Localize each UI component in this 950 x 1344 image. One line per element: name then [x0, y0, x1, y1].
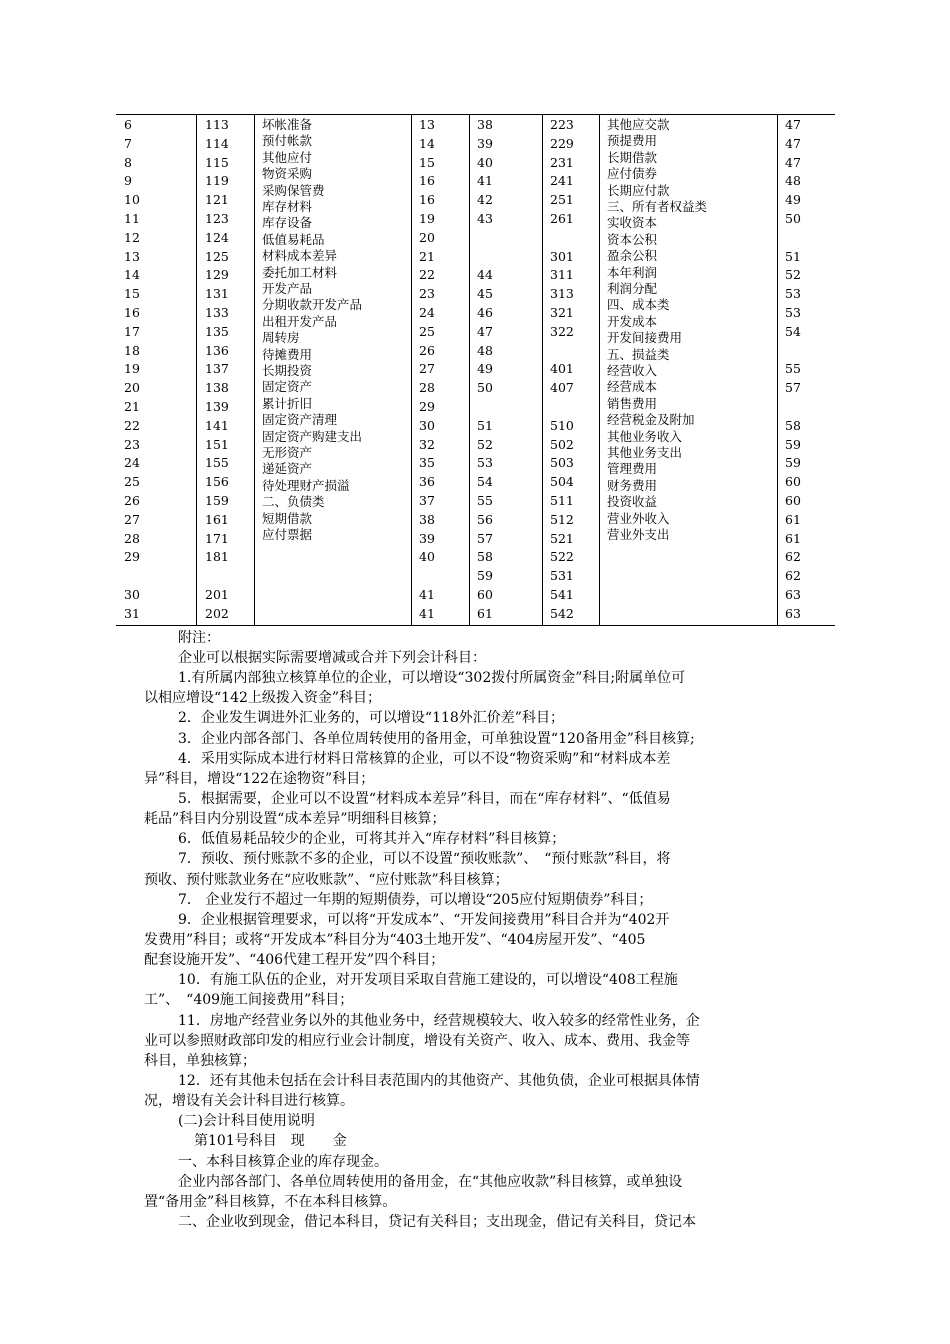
table-cell: 511	[550, 493, 574, 508]
table-cell: 151	[205, 437, 229, 452]
table-cell: 26	[419, 343, 435, 358]
table-cell: 124	[205, 230, 229, 245]
notes-line: 2．企业发生调进外汇业务的，可以增设“118外汇价差”科目；	[178, 710, 564, 726]
table-cell: 53	[785, 305, 801, 320]
table-cell: 36	[419, 474, 435, 489]
table-cell: 12	[124, 230, 140, 245]
table-cell: 其他业务支出	[607, 445, 683, 460]
table-cell: 材料成本差异	[262, 248, 338, 263]
table-cell: 47	[785, 136, 801, 151]
table-cell: 37	[419, 493, 435, 508]
table-cell: 113	[205, 117, 229, 132]
table-divider	[599, 115, 600, 625]
notes-line: (二)会计科目使用说明	[178, 1113, 315, 1129]
table-cell: 物资采购	[262, 166, 313, 181]
table-cell: 固定资产清理	[262, 412, 338, 427]
table-cell: 41	[419, 606, 435, 621]
table-cell: 6	[124, 117, 132, 132]
table-cell: 59	[785, 437, 801, 452]
table-cell: 27	[419, 361, 435, 376]
table-cell: 503	[550, 455, 574, 470]
notes-line: 二、企业收到现金，借记本科目，贷记有关科目；支出现金，借记有关科目，贷记本	[178, 1214, 696, 1230]
table-cell: 预提费用	[607, 133, 658, 148]
notes-line: 配套设施开发”、“406代建工程开发”四个科目；	[144, 952, 445, 968]
table-cell: 16	[124, 305, 140, 320]
table-cell: 52	[477, 437, 493, 452]
table-cell: 531	[550, 568, 574, 583]
table-cell: 其他应付	[262, 150, 313, 165]
table-cell: 资本公积	[607, 232, 658, 247]
table-cell: 139	[205, 399, 229, 414]
table-cell: 应付债券	[607, 166, 658, 181]
table-cell: 14	[419, 136, 435, 151]
table-cell: 156	[205, 474, 229, 489]
table-cell: 财务费用	[607, 478, 658, 493]
table-cell: 长期投资	[262, 363, 313, 378]
table-cell: 24	[124, 455, 140, 470]
table-cell: 固定资产	[262, 379, 313, 394]
table-cell: 39	[477, 136, 493, 151]
table-cell: 采购保管费	[262, 183, 325, 198]
notes-line: 企业内部各部门、各单位周转使用的备用金，在“其他应收款”科目核算，或单独设	[178, 1174, 683, 1190]
table-cell: 55	[785, 361, 801, 376]
table-cell: 57	[785, 380, 801, 395]
table-cell: 40	[477, 155, 493, 170]
table-cell: 13	[419, 117, 435, 132]
table-cell: 133	[205, 305, 229, 320]
table-cell: 短期借款	[262, 511, 313, 526]
table-cell: 19	[124, 361, 140, 376]
table-cell: 开发成本	[607, 314, 658, 329]
notes-line: 11．房地产经营业务以外的其他业务中，经营规模较大、收入较多的经常性业务，企	[178, 1013, 700, 1029]
table-cell: 17	[124, 324, 140, 339]
table-cell: 坏帐准备	[262, 117, 313, 132]
table-cell: 其他业务收入	[607, 429, 683, 444]
table-cell: 分期收款开发产品	[262, 297, 363, 312]
table-cell: 40	[419, 549, 435, 564]
notes-line: 第101号科目 现 金	[194, 1133, 347, 1149]
notes-line: 7． 企业发行不超过一年期的短期债券，可以增设“205应付短期债券”科目；	[178, 892, 653, 908]
table-cell: 229	[550, 136, 574, 151]
table-cell: 542	[550, 606, 574, 621]
notes-line: 业可以参照财政部印发的相应行业会计制度，增设有关资产、收入、成本、费用、我金等	[144, 1033, 690, 1049]
notes-line: 7．预收、预付账款不多的企业，可以不设置“预收账款”、 “预付账款”科目，将	[178, 851, 671, 867]
table-cell: 58	[785, 418, 801, 433]
table-divider	[469, 115, 470, 625]
table-cell: 125	[205, 249, 229, 264]
table-cell: 171	[205, 531, 229, 546]
table-cell: 无形资产	[262, 445, 313, 460]
table-cell: 60	[477, 587, 493, 602]
notes-line: 4．采用实际成本进行材料日常核算的企业，可以不设“物资采购”和“材料成本差	[178, 751, 671, 767]
table-cell: 二、负债类	[262, 494, 325, 509]
table-cell: 129	[205, 267, 229, 282]
notes-line: 一、本科目核算企业的库存现金。	[178, 1154, 388, 1170]
table-cell: 38	[477, 117, 493, 132]
table-cell: 53	[785, 286, 801, 301]
notes-line: 1.有所属内部独立核算单位的企业，可以增设“302拨付所属资金”科目;附属单位可	[178, 670, 686, 686]
table-cell: 541	[550, 587, 574, 602]
table-cell: 累计折旧	[262, 396, 313, 411]
table-cell: 五、损益类	[607, 347, 670, 362]
table-cell: 低值易耗品	[262, 232, 325, 247]
table-cell: 161	[205, 512, 229, 527]
table-cell: 131	[205, 286, 229, 301]
notes-line: 企业可以根据实际需要增减或合并下列会计科目：	[178, 650, 486, 666]
table-cell: 201	[205, 587, 229, 602]
table-cell: 401	[550, 361, 574, 376]
table-cell: 库存设备	[262, 215, 313, 230]
notes-line: 9．企业根据管理要求，可以将“开发成本”、“开发间接费用”科目合并为“402开	[178, 912, 670, 928]
table-cell: 38	[419, 512, 435, 527]
table-cell: 61	[785, 531, 801, 546]
table-divider	[411, 115, 412, 625]
table-cell: 出租开发产品	[262, 314, 338, 329]
table-cell: 实收资本	[607, 215, 658, 230]
table-cell: 141	[205, 418, 229, 433]
table-cell: 23	[124, 437, 140, 452]
table-cell: 管理费用	[607, 461, 658, 476]
table-divider	[777, 115, 778, 625]
table-cell: 其他应交款	[607, 117, 670, 132]
table-cell: 138	[205, 380, 229, 395]
table-cell: 181	[205, 549, 229, 564]
table-cell: 预付帐款	[262, 133, 313, 148]
table-cell: 21	[124, 399, 140, 414]
table-cell: 155	[205, 455, 229, 470]
notes-line: 置“备用金”科目核算，不在本科目核算。	[144, 1194, 397, 1210]
table-cell: 7	[124, 136, 132, 151]
table-cell: 41	[477, 173, 493, 188]
table-cell: 29	[419, 399, 435, 414]
notes-line: 发费用”科目；或将“开发成本”科目分为“403土地开发”、“404房屋开发”、“405	[144, 932, 646, 948]
notes-line: 以相应增设“142上级拨入资金”科目；	[144, 690, 382, 706]
table-cell: 三、所有者权益类	[607, 199, 708, 214]
table-cell: 利润分配	[607, 281, 658, 296]
table-cell: 营业外收入	[607, 511, 670, 526]
table-cell: 49	[477, 361, 493, 376]
table-cell: 54	[477, 474, 493, 489]
table-cell: 递延资产	[262, 461, 313, 476]
table-cell: 63	[785, 587, 801, 602]
table-cell: 135	[205, 324, 229, 339]
table-cell: 62	[785, 568, 801, 583]
table-cell: 321	[550, 305, 574, 320]
notes-line: 科目，单独核算；	[144, 1053, 256, 1069]
table-cell: 25	[124, 474, 140, 489]
table-cell: 115	[205, 155, 229, 170]
table-cell: 委托加工材料	[262, 265, 338, 280]
table-cell: 123	[205, 211, 229, 226]
table-cell: 20	[419, 230, 435, 245]
table-cell: 60	[785, 493, 801, 508]
table-cell: 库存材料	[262, 199, 313, 214]
table-divider	[542, 115, 543, 625]
table-cell: 58	[477, 549, 493, 564]
notes-line: 12．还有其他未包括在会计科目表范围内的其他资产、其他负债，企业可根据具体情	[178, 1073, 700, 1089]
table-cell: 61	[785, 512, 801, 527]
table-cell: 27	[124, 512, 140, 527]
table-cell: 60	[785, 474, 801, 489]
table-cell: 502	[550, 437, 574, 452]
table-cell: 盈余公积	[607, 248, 658, 263]
table-cell: 16	[419, 173, 435, 188]
table-cell: 15	[124, 286, 140, 301]
table-cell: 本年利润	[607, 265, 658, 280]
table-cell: 50	[477, 380, 493, 395]
table-cell: 42	[477, 192, 493, 207]
table-cell: 开发间接费用	[607, 330, 683, 345]
notes-line: 况，增设有关会计科目进行核算。	[144, 1093, 354, 1109]
table-cell: 经营税金及附加	[607, 412, 695, 427]
table-cell: 13	[124, 249, 140, 264]
table-cell: 28	[419, 380, 435, 395]
table-cell: 待摊费用	[262, 347, 313, 362]
table-cell: 512	[550, 512, 574, 527]
table-cell: 21	[419, 249, 435, 264]
table-cell: 投资收益	[607, 494, 658, 509]
notes-line: 耗品”科目内分别设置“成本差异”明细科目核算；	[144, 811, 446, 827]
table-cell: 24	[419, 305, 435, 320]
table-cell: 322	[550, 324, 574, 339]
table-divider	[196, 115, 197, 625]
table-cell: 521	[550, 531, 574, 546]
table-cell: 311	[550, 267, 574, 282]
table-cell: 48	[477, 343, 493, 358]
notes-line: 6．低值易耗品较少的企业，可将其并入“库存材料”科目核算；	[178, 831, 566, 847]
table-cell: 49	[785, 192, 801, 207]
table-divider	[254, 115, 255, 625]
notes-line: 10．有施工队伍的企业，对开发项目采取自营施工建设的，可以增设“408工程施	[178, 972, 678, 988]
table-cell: 28	[124, 531, 140, 546]
table-cell: 46	[477, 305, 493, 320]
table-cell: 231	[550, 155, 574, 170]
table-cell: 136	[205, 343, 229, 358]
table-cell: 47	[477, 324, 493, 339]
table-cell: 61	[477, 606, 493, 621]
table-cell: 应付票据	[262, 527, 313, 542]
table-cell: 251	[550, 192, 574, 207]
notes-line: 工”、 “409施工间接费用”科目；	[144, 992, 354, 1008]
table-cell: 62	[785, 549, 801, 564]
table-cell: 20	[124, 380, 140, 395]
table-cell: 313	[550, 286, 574, 301]
table-cell: 223	[550, 117, 574, 132]
table-cell: 14	[124, 267, 140, 282]
table-cell: 30	[419, 418, 435, 433]
table-cell: 53	[477, 455, 493, 470]
table-cell: 19	[419, 211, 435, 226]
table-cell: 10	[124, 192, 140, 207]
table-cell: 8	[124, 155, 132, 170]
table-cell: 121	[205, 192, 229, 207]
table-cell: 四、成本类	[607, 297, 670, 312]
table-cell: 56	[477, 512, 493, 527]
table-cell: 11	[124, 211, 140, 226]
table-cell: 59	[477, 568, 493, 583]
table-cell: 59	[785, 455, 801, 470]
table-cell: 16	[419, 192, 435, 207]
table-cell: 45	[477, 286, 493, 301]
table-cell: 57	[477, 531, 493, 546]
table-cell: 48	[785, 173, 801, 188]
table-cell: 39	[419, 531, 435, 546]
table-cell: 407	[550, 380, 574, 395]
table-cell: 522	[550, 549, 574, 564]
table-cell: 固定资产购建支出	[262, 429, 363, 444]
table-cell: 43	[477, 211, 493, 226]
table-cell: 51	[785, 249, 801, 264]
table-cell: 销售费用	[607, 396, 658, 411]
table-cell: 47	[785, 117, 801, 132]
account-code-table	[116, 114, 835, 626]
table-cell: 41	[419, 587, 435, 602]
table-cell: 241	[550, 173, 574, 188]
table-cell: 经营成本	[607, 379, 658, 394]
table-cell: 301	[550, 249, 574, 264]
table-cell: 35	[419, 455, 435, 470]
table-cell: 23	[419, 286, 435, 301]
table-cell: 54	[785, 324, 801, 339]
table-cell: 114	[205, 136, 229, 151]
table-cell: 159	[205, 493, 229, 508]
table-cell: 待处理财产损溢	[262, 478, 350, 493]
table-cell: 22	[124, 418, 140, 433]
table-cell: 18	[124, 343, 140, 358]
notes-line: 3．企业内部各部门、各单位周转使用的备用金，可单独设置“120备用金”科目核算;	[178, 731, 695, 747]
table-cell: 202	[205, 606, 229, 621]
table-cell: 261	[550, 211, 574, 226]
table-cell: 29	[124, 549, 140, 564]
table-cell: 504	[550, 474, 574, 489]
table-cell: 营业外支出	[607, 527, 670, 542]
table-cell: 137	[205, 361, 229, 376]
notes-line: 异”科目，增设“122在途物资”科目；	[144, 771, 375, 787]
table-cell: 25	[419, 324, 435, 339]
table-cell: 周转房	[262, 330, 300, 345]
table-cell: 51	[477, 418, 493, 433]
table-cell: 52	[785, 267, 801, 282]
table-cell: 长期借款	[607, 150, 658, 165]
notes-heading: 附注：	[178, 630, 220, 646]
table-cell: 47	[785, 155, 801, 170]
table-cell: 119	[205, 173, 229, 188]
table-cell: 31	[124, 606, 140, 621]
table-cell: 50	[785, 211, 801, 226]
table-cell: 开发产品	[262, 281, 313, 296]
table-cell: 15	[419, 155, 435, 170]
table-cell: 30	[124, 587, 140, 602]
table-cell: 22	[419, 267, 435, 282]
table-cell: 510	[550, 418, 574, 433]
table-cell: 63	[785, 606, 801, 621]
table-cell: 55	[477, 493, 493, 508]
table-cell: 32	[419, 437, 435, 452]
table-cell: 9	[124, 173, 132, 188]
table-cell: 经营收入	[607, 363, 658, 378]
notes-line: 5．根据需要，企业可以不设置“材料成本差异”科目，而在“库存材料”、“低值易	[178, 791, 671, 807]
table-cell: 44	[477, 267, 493, 282]
notes-line: 预收、预付账款业务在“应收账款”、“应付账款”科目核算；	[144, 872, 509, 888]
table-cell: 26	[124, 493, 140, 508]
table-cell: 长期应付款	[607, 183, 670, 198]
